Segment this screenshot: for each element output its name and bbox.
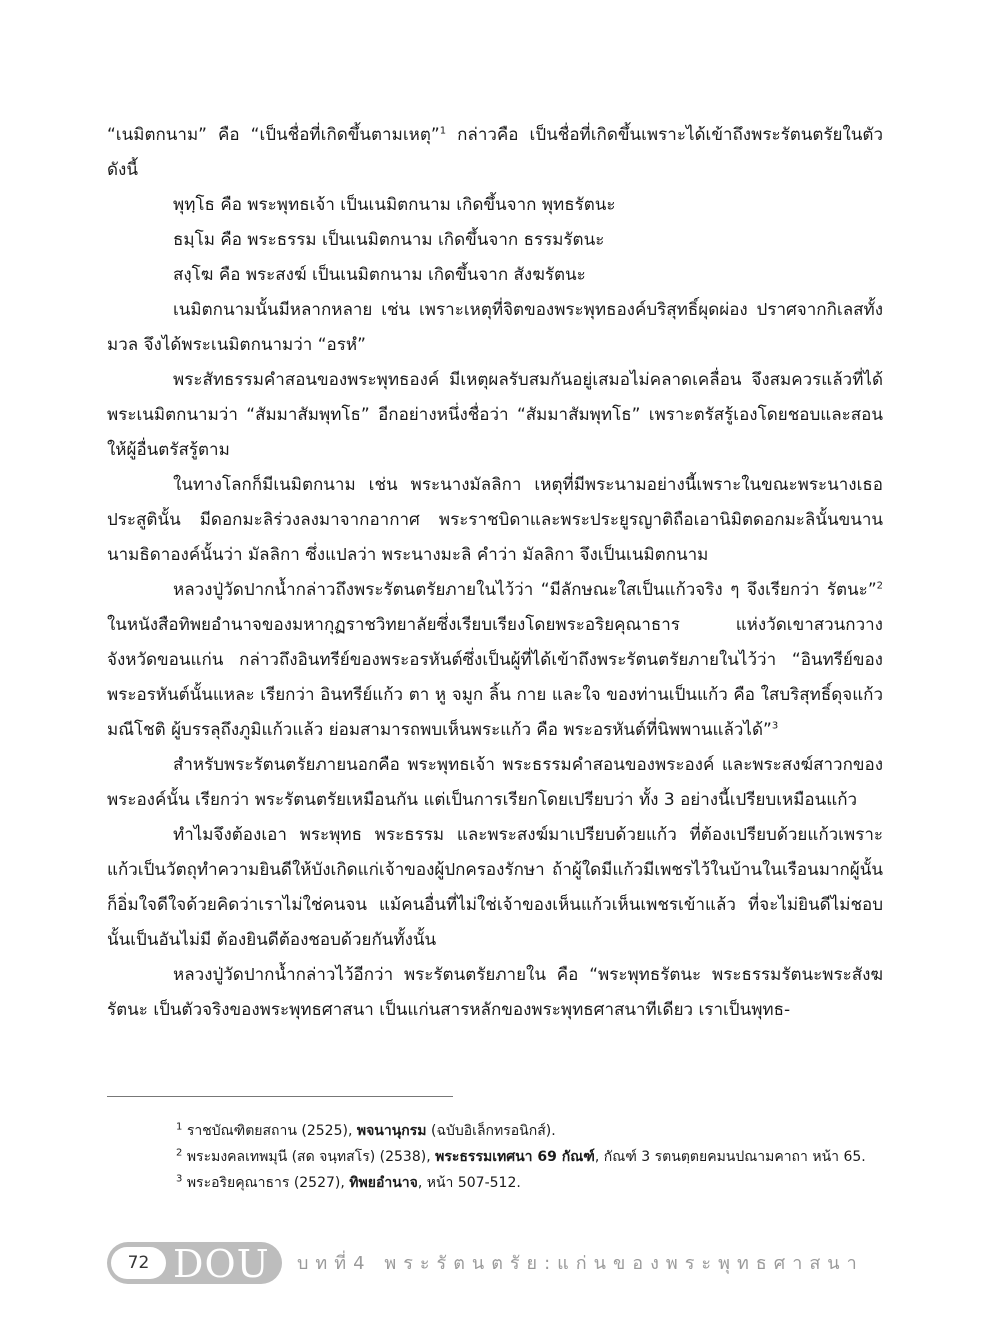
footer-badge [107,1242,282,1284]
paragraph-5: เนมิตกนามนั้นมีหลากหลาย เช่น เพราะเหตุที่จิตของพระพุทธองค์บริสุทธิ์ผุดผ่อง ปราศจากกิเลสทั้งมวล จึงได้พระเนมิตกนามว่า “อรหํ” [107,300,883,355]
paragraph-10: ทำไมจึงต้องเอา พระพุทธ พระธรรม และพระสงฆ์มาเปรียบด้วยแก้ว ที่ต้องเปรียบด้วยแก้วเพราะแก้วเป็นวัตถุทำความยินดีให้บังเกิดแก่เจ้าของผู้ปกครองรักษา ถ้าผู้ใดมีแก้วมีเพชรไว้ในบ้านในเรือนมากผู้นั้นก็อิ่มใจดีใจด้วยคิดว่าเราไม่ใช่คนจน แม้คนอื่นที่ไม่ใช่เจ้าของเห็นแก้วเห็นเพชรเข้าแล้ว ที่จะไม่ยินดีไม่ชอบนั้นเป็นอันไม่มี ต้องยินดีต้องชอบด้วยกันทั้งนั้น [107,825,883,950]
footnotes [176,1118,916,1196]
brand-logo: DOU [173,1242,270,1286]
paragraph-11: หลวงปู่วัดปากน้ำกล่าวไว้อีกว่า พระรัตนตรัยภายใน คือ “พระพุทธรัตนะ พระธรรมรัตนะพระสังฆรัตนะ เป็นตัวจริงของพระพุทธศาสนา เป็นแก่นสารหลักของพระพุทธศาสนาทีเดียว เราเป็นพุทธ- [107,965,883,1020]
footnote-1: $^1$ ราชบัณฑิตยสถาน (2525), พจนานุกรม (ฉบับอิเล็กทรอนิกส์). [176,1121,556,1139]
footnote-3: $^3$ พระอริยคุณาธาร (2527), ทิพยอำนาจ, หน้า 507-512. [176,1173,521,1191]
paragraph-4: สงฺโฆ คือ พระสงฆ์ เป็นเนมิตกนาม เกิดขึ้นจาก สังฆรัตนะ [173,265,586,285]
paragraph-8: หลวงปู่วัดปากน้ำกล่าวถึงพระรัตนตรัยภายในไว้ว่า “มีลักษณะใสเป็นแก้วจริง ๆ จึงเรียกว่า รัตนะ”$^2$ ในหนังสือทิพยอำนาจของมหากุฏราชวิทยาลัยซึ่งเรียบเรียงโดยพระอริยคุณาธาร แห่งวัดเขาสวนกวาง จังหวัดขอนแก่น กล่าวถึงอินทรีย์ของพระอรหันต์ซึ่งเป็นผู้ที่ได้เข้าถึงพระรัตนตรัยภายในไว้ว่า “อินทรีย์ของพระอรหันต์นั้นแหละ เรียกว่า อินทรีย์แก้ว ตา หู จมูก ลิ้น กาย และใจ ของท่านเป็นแก้ว คือ ใสบริสุทธิ์ดุจแก้วมณีโชติ ผู้บรรลุถึงภูมิแก้วแล้ว ย่อมสามารถพบเห็นพระแก้ว คือ พระอรหันต์ที่นิพพานแล้วได้”$^3$ [107,580,883,740]
page-number: 72 [111,1247,166,1279]
footnote-2: $^2$ พระมงคลเทพมุนี (สด จนฺทสโร) (2538), พระธรรมเทศนา 69 กัณฑ์, กัณฑ์ 3 รตนตฺตยคมนปณามคาถา หน้า 65. [176,1147,866,1165]
paragraph-7: ในทางโลกก็มีเนมิตกนาม เช่น พระนางมัลลิกา เหตุที่มีพระนามอย่างนี้เพราะในขณะพระนางเธอประสูตินั้น มีดอกมะลิร่วงลงมาจากอากาศ พระราชบิดาและพระประยูรญาติถือเอานิมิตดอกมะลินั้นขนานนามธิดาองค์นั้นว่า มัลลิกา ซึ่งแปลว่า พระนางมะลิ คำว่า มัลลิกา จึงเป็นเนมิตกนาม [107,475,883,565]
footnote-ref-2[interactable]: 2 [876,580,883,592]
page-footer [107,1242,883,1286]
paragraph-2: พุทฺโธ คือ พระพุทธเจ้า เป็นเนมิตกนาม เกิดขึ้นจาก พุทธรัตนะ [173,195,616,215]
main-text [107,118,883,1028]
paragraph-6: พระสัทธรรมคำสอนของพระพุทธองค์ มีเหตุผลรับสมกันอยู่เสมอไม่คลาดเคลื่อน จึงสมควรแล้วที่ได้พระเนมิตกนามว่า “สัมมาสัมพุทโธ” อีกอย่างหนึ่งชื่อว่า “สัมมาสัมพุทโธ” เพราะตรัสรู้เองโดยชอบและสอนให้ผู้อื่นตรัสรู้ตาม [107,370,883,460]
footnote-divider [107,1096,453,1097]
paragraph-3: ธมฺโม คือ พระธรรม เป็นเนมิตกนาม เกิดขึ้นจาก ธรรมรัตนะ [173,230,605,250]
footnote-ref-1[interactable]: 1 [439,125,447,137]
footnote-ref-3[interactable]: 3 [771,720,779,732]
chapter-title: บทที่4 พระรัตนตรัย:แก่นของพระพุทธศาสนา [297,1253,864,1274]
paragraph-1: “เนมิตกนาม” คือ “เป็นชื่อที่เกิดขึ้นตามเหตุ”$^1$ กล่าวคือ เป็นชื่อที่เกิดขึ้นเพราะได้เข้าถึงพระรัตนตรัยในตัว ดังนี้ [107,125,884,180]
paragraph-9: สำหรับพระรัตนตรัยภายนอกคือ พระพุทธเจ้า พระธรรมคำสอนของพระองค์ และพระสงฆ์สาวกของพระองค์นั้น เรียกว่า พระรัตนตรัยเหมือนกัน แต่เป็นการเรียกโดยเปรียบว่า ทั้ง 3 อย่างนี้เปรียบเหมือนแก้ว [107,755,883,810]
